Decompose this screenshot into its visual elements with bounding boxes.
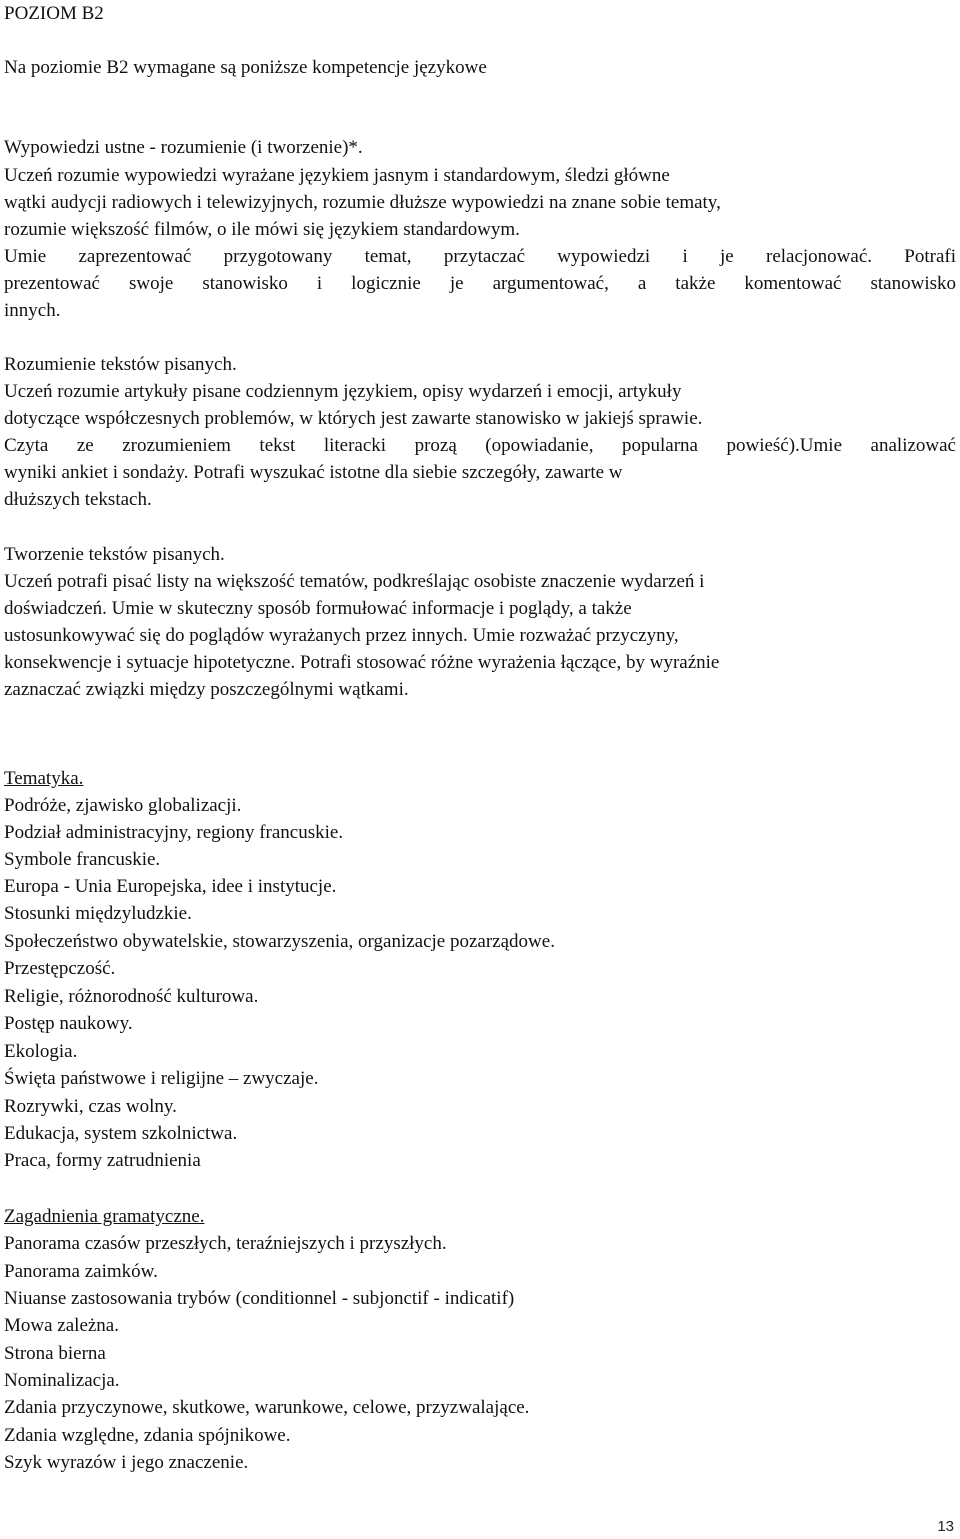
section-oral-line: rozumie większość filmów, o ile mówi się językiem standardowym.: [4, 219, 520, 240]
section-writing-heading: Tworzenie tekstów pisanych.: [4, 544, 225, 565]
topic-item: Religie, różnorodność kulturowa.: [4, 986, 259, 1007]
section-oral-line: innych.: [4, 300, 61, 321]
grammar-heading: Zagadnienia gramatyczne.: [4, 1206, 205, 1227]
topic-item: Rozrywki, czas wolny.: [4, 1096, 177, 1117]
grammar-item: Nominalizacja.: [4, 1370, 120, 1391]
topic-item: Postęp naukowy.: [4, 1013, 133, 1034]
topic-item: Przestępczość.: [4, 958, 116, 979]
section-oral-line: Uczeń rozumie wypowiedzi wyrażane językiem jasnym i standardowym, śledzi główne: [4, 165, 670, 186]
page-number: 13: [937, 1518, 954, 1535]
grammar-item: Mowa zależna.: [4, 1315, 119, 1336]
page-title: POZIOM B2: [4, 3, 104, 24]
section-reading-line: dłuższych tekstach.: [4, 489, 152, 510]
topic-item: Podział administracyjny, regiony francuskie.: [4, 822, 344, 843]
topic-item: Symbole francuskie.: [4, 849, 161, 870]
grammar-item: Strona bierna: [4, 1343, 106, 1364]
section-reading-line: dotyczące współczesnych problemów, w których jest zawarte stanowisko w jakiejś sprawie.: [4, 408, 703, 429]
grammar-item: Szyk wyrazów i jego znaczenie.: [4, 1452, 249, 1473]
grammar-item: Zdania przyczynowe, skutkowe, warunkowe, celowe, przyzwalające.: [4, 1397, 530, 1418]
grammar-item: Panorama zaimków.: [4, 1261, 158, 1282]
section-reading-line: Czyta ze zrozumieniem tekst literacki prozą (opowiadanie, popularna powieść).Umie analizować: [4, 435, 956, 456]
section-writing-line: konsekwencje i sytuacje hipotetyczne. Potrafi stosować różne wyrażenia łączące, by wyraźnie: [4, 652, 720, 673]
section-oral-line: prezentować swoje stanowisko i logicznie je argumentować, a także komentować stanowisko: [4, 273, 956, 294]
grammar-item: Panorama czasów przeszłych, teraźniejszych i przyszłych.: [4, 1233, 447, 1254]
topic-item: Praca, formy zatrudnienia: [4, 1150, 201, 1171]
intro-paragraph: Na poziomie B2 wymagane są poniższe kompetencje językowe: [4, 57, 487, 78]
section-writing-line: Uczeń potrafi pisać listy na większość tematów, podkreślając osobiste znaczenie wydarzeń i: [4, 571, 705, 592]
topic-item: Święta państwowe i religijne – zwyczaje.: [4, 1068, 319, 1089]
section-reading-line: wyniki ankiet i sondaży. Potrafi wyszukać istotne dla siebie szczegóły, zawarte w: [4, 462, 623, 483]
topic-item: Europa - Unia Europejska, idee i instytucje.: [4, 876, 337, 897]
section-oral-line: Umie zaprezentować przygotowany temat, przytaczać wypowiedzi i je relacjonować. Potrafi: [4, 246, 956, 267]
topic-item: Stosunki międzyludzkie.: [4, 903, 192, 924]
topic-item: Ekologia.: [4, 1041, 78, 1062]
topic-item: Społeczeństwo obywatelskie, stowarzyszenia, organizacje pozarządowe.: [4, 931, 555, 952]
topics-heading: Tematyka.: [4, 768, 84, 789]
topic-item: Podróże, zjawisko globalizacji.: [4, 795, 242, 816]
grammar-item: Niuanse zastosowania trybów (conditionnel - subjonctif - indicatif): [4, 1288, 515, 1309]
section-oral-line: wątki audycji radiowych i telewizyjnych, rozumie dłuższe wypowiedzi na znane sobie tematy,: [4, 192, 721, 213]
section-writing-line: ustosunkowywać się do poglądów wyrażanych przez innych. Umie rozważać przyczyny,: [4, 625, 679, 646]
section-writing-line: doświadczeń. Umie w skuteczny sposób formułować informacje i poglądy, a także: [4, 598, 632, 619]
section-writing-line: zaznaczać związki między poszczególnymi wątkami.: [4, 679, 409, 700]
section-reading-heading: Rozumienie tekstów pisanych.: [4, 354, 237, 375]
section-reading-line: Uczeń rozumie artykuły pisane codziennym językiem, opisy wydarzeń i emocji, artykuły: [4, 381, 682, 402]
topic-item: Edukacja, system szkolnictwa.: [4, 1123, 238, 1144]
grammar-item: Zdania względne, zdania spójnikowe.: [4, 1425, 291, 1446]
section-oral-heading: Wypowiedzi ustne - rozumienie (i tworzenie)*.: [4, 137, 363, 158]
